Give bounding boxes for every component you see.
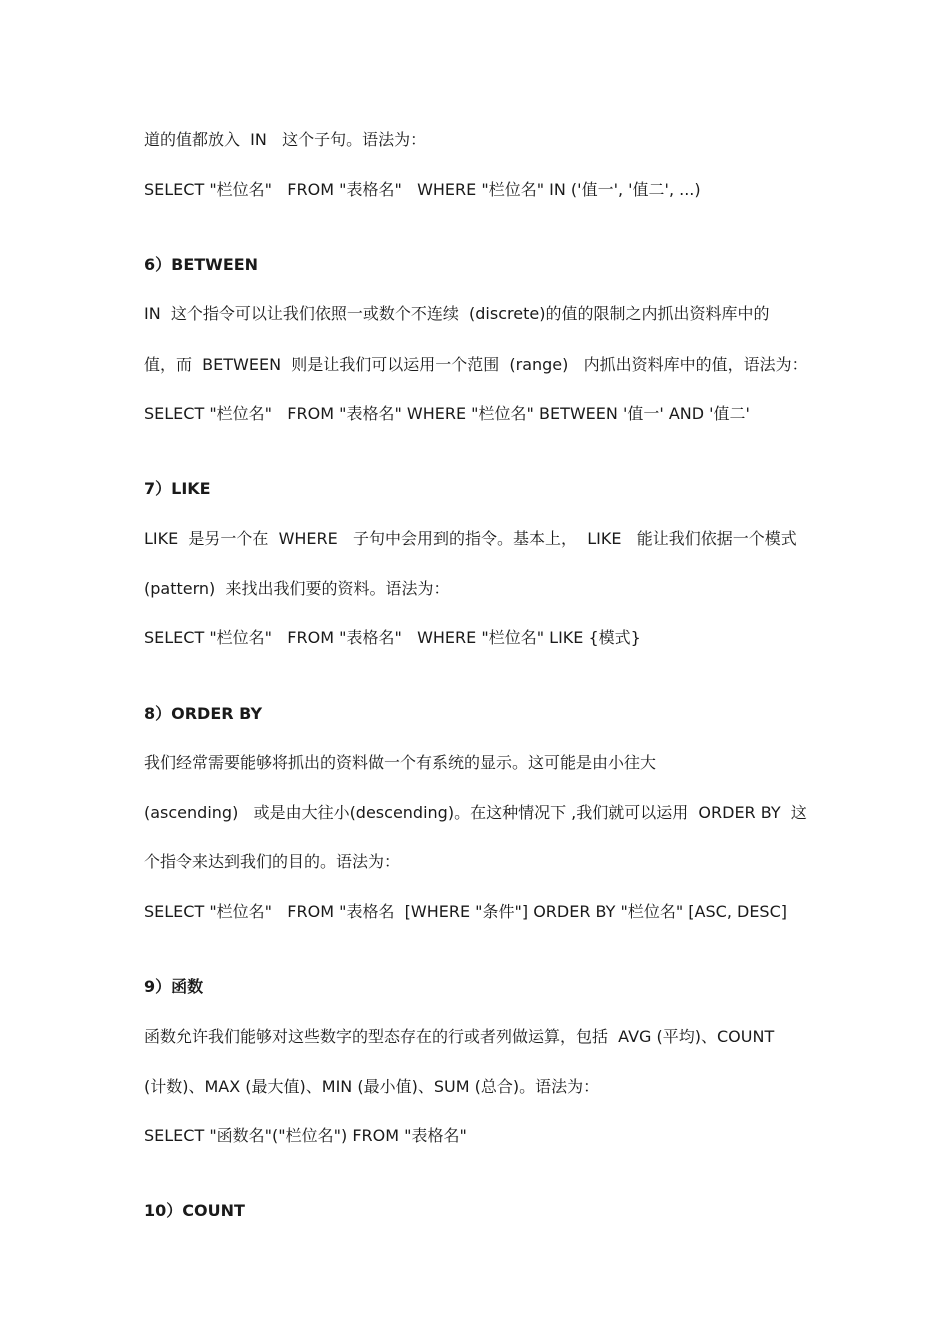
section-heading: 6）BETWEEN xyxy=(144,255,259,274)
paragraph-line: (计数)、MAX (最大值)、MIN (最小值)、SUM (总合)。语法为： xyxy=(144,1077,600,1096)
syntax-line: SELECT "栏位名" FROM "表格名 [WHERE "条件"] ORDER BY "栏位名" [ASC, DESC] xyxy=(144,902,787,921)
paragraph-line: 我们经常需要能够将抓出的资料做一个有系统的显示。这可能是由小往大 xyxy=(144,753,657,772)
paragraph-line: 个指令来达到我们的目的。语法为： xyxy=(144,852,401,871)
syntax-line: SELECT "栏位名" FROM "表格名" WHERE "栏位名" BETWEEN '值一' AND '值二' xyxy=(144,404,750,423)
syntax-line: SELECT "栏位名" FROM "表格名" WHERE "栏位名" LIKE {模式} xyxy=(144,628,641,647)
paragraph-line: (pattern) 来找出我们要的资料。语法为： xyxy=(144,579,450,598)
section-heading: 9）函数 xyxy=(144,977,204,996)
paragraph-line: LIKE 是另一个在 WHERE 子句中会用到的指令。基本上， LIKE 能让我们依据一个模式 xyxy=(144,529,797,548)
syntax-line: SELECT "栏位名" FROM "表格名" WHERE "栏位名" IN ('值一', '值二', ...) xyxy=(144,180,701,199)
paragraph-line: (ascending) 或是由大往小(descending)。在这种情况下 ,我们就可以运用 ORDER BY 这 xyxy=(144,803,807,822)
paragraph-line: IN 这个指令可以让我们依照一或数个不连续 (discrete)的值的限制之内抓出资料库中的 xyxy=(144,304,770,323)
section-heading: 8）ORDER BY xyxy=(144,704,263,723)
paragraph-line: 函数允许我们能够对这些数字的型态存在的行或者列做运算，包括 AVG (平均)、COUNT xyxy=(144,1027,775,1046)
section-heading: 7）LIKE xyxy=(144,479,211,498)
paragraph-line: 道的值都放入 IN 这个子句。语法为： xyxy=(144,130,427,149)
syntax-line: SELECT "函数名"("栏位名") FROM "表格名" xyxy=(144,1126,467,1145)
paragraph-line: 值，而 BETWEEN 则是让我们可以运用一个范围 (range) 内抓出资料库中的值，语法为： xyxy=(144,355,808,374)
section-heading: 10）COUNT xyxy=(144,1201,245,1220)
